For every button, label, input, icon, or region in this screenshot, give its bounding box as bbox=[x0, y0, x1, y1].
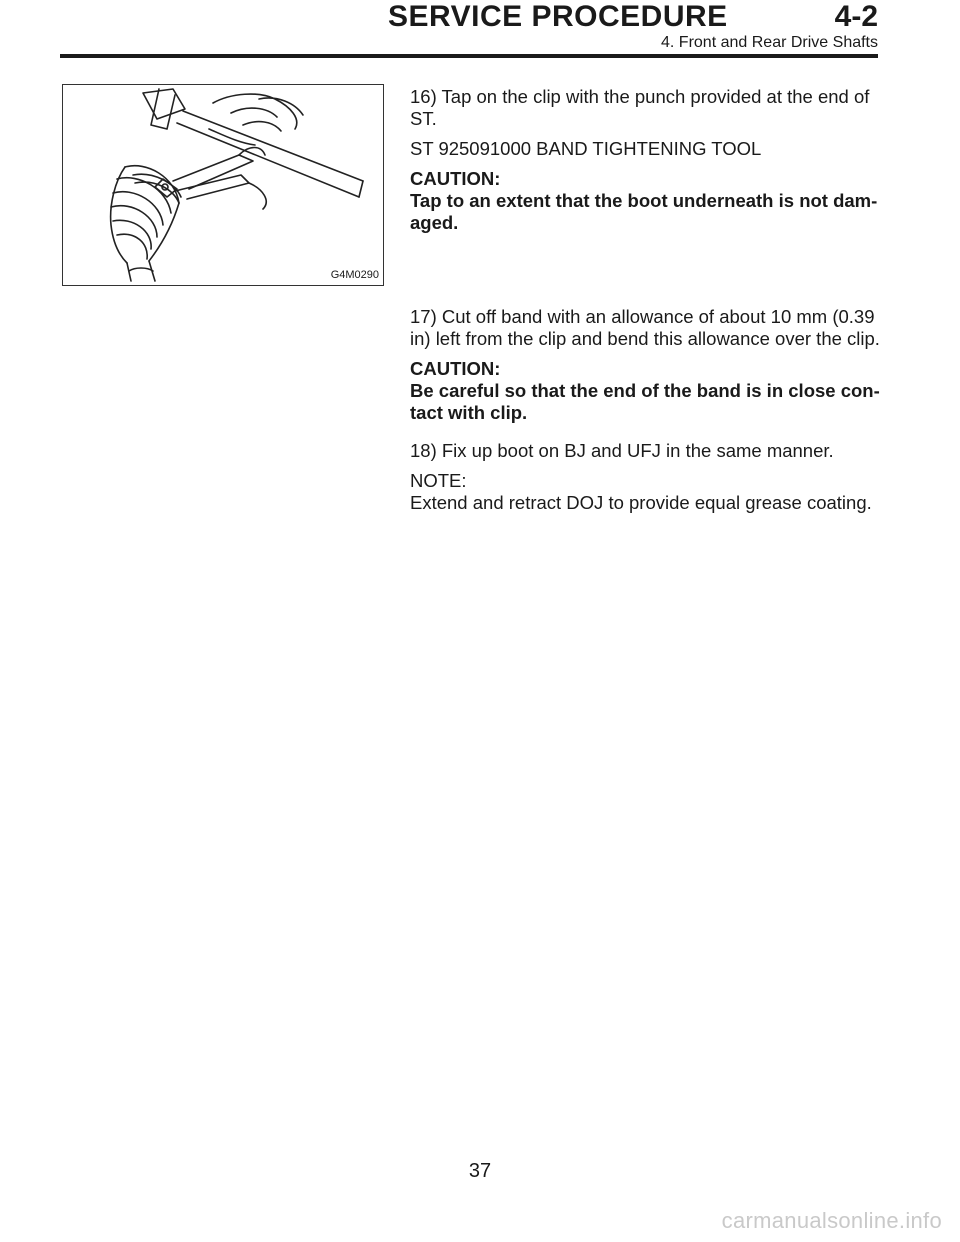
header-subtitle: 4. Front and Rear Drive Shafts bbox=[661, 34, 878, 51]
header-title: SERVICE PROCEDURE bbox=[388, 0, 728, 33]
band-tightening-illustration bbox=[63, 85, 384, 286]
figure-label: G4M0290 bbox=[330, 269, 379, 281]
section-number: 4-2 bbox=[834, 0, 878, 33]
special-tool-line: ST 925091000 BAND TIGHTENING TOOL bbox=[410, 138, 762, 159]
note-text: Extend and retract DOJ to provide equal grease coating. bbox=[410, 492, 872, 513]
step-17-text: 17) Cut off band with an allowance of about 10 mm (0.39 in) left from the clip and bend this allowance over the clip. bbox=[410, 306, 880, 349]
page-number: 37 bbox=[468, 1160, 492, 1182]
page-header bbox=[60, 0, 878, 60]
figure-boot-band-tool bbox=[62, 84, 384, 286]
watermark: carmanualsonline.info bbox=[721, 1208, 942, 1233]
step-18 bbox=[410, 440, 880, 514]
header-rule bbox=[60, 54, 878, 58]
caution-label: CAUTION: bbox=[410, 358, 501, 379]
step-17 bbox=[410, 306, 880, 424]
caution-text: Tap to an extent that the boot underneath is not dam-aged. bbox=[410, 190, 878, 233]
step-16 bbox=[410, 86, 880, 234]
step-18-text: 18) Fix up boot on BJ and UFJ in the same manner. bbox=[410, 440, 834, 461]
step-16-text: 16) Tap on the clip with the punch provided at the end of ST. bbox=[410, 86, 870, 129]
note-label: NOTE: bbox=[410, 470, 467, 491]
caution-text: Be careful so that the end of the band is in close con-tact with clip. bbox=[410, 380, 880, 423]
caution-label: CAUTION: bbox=[410, 168, 501, 189]
